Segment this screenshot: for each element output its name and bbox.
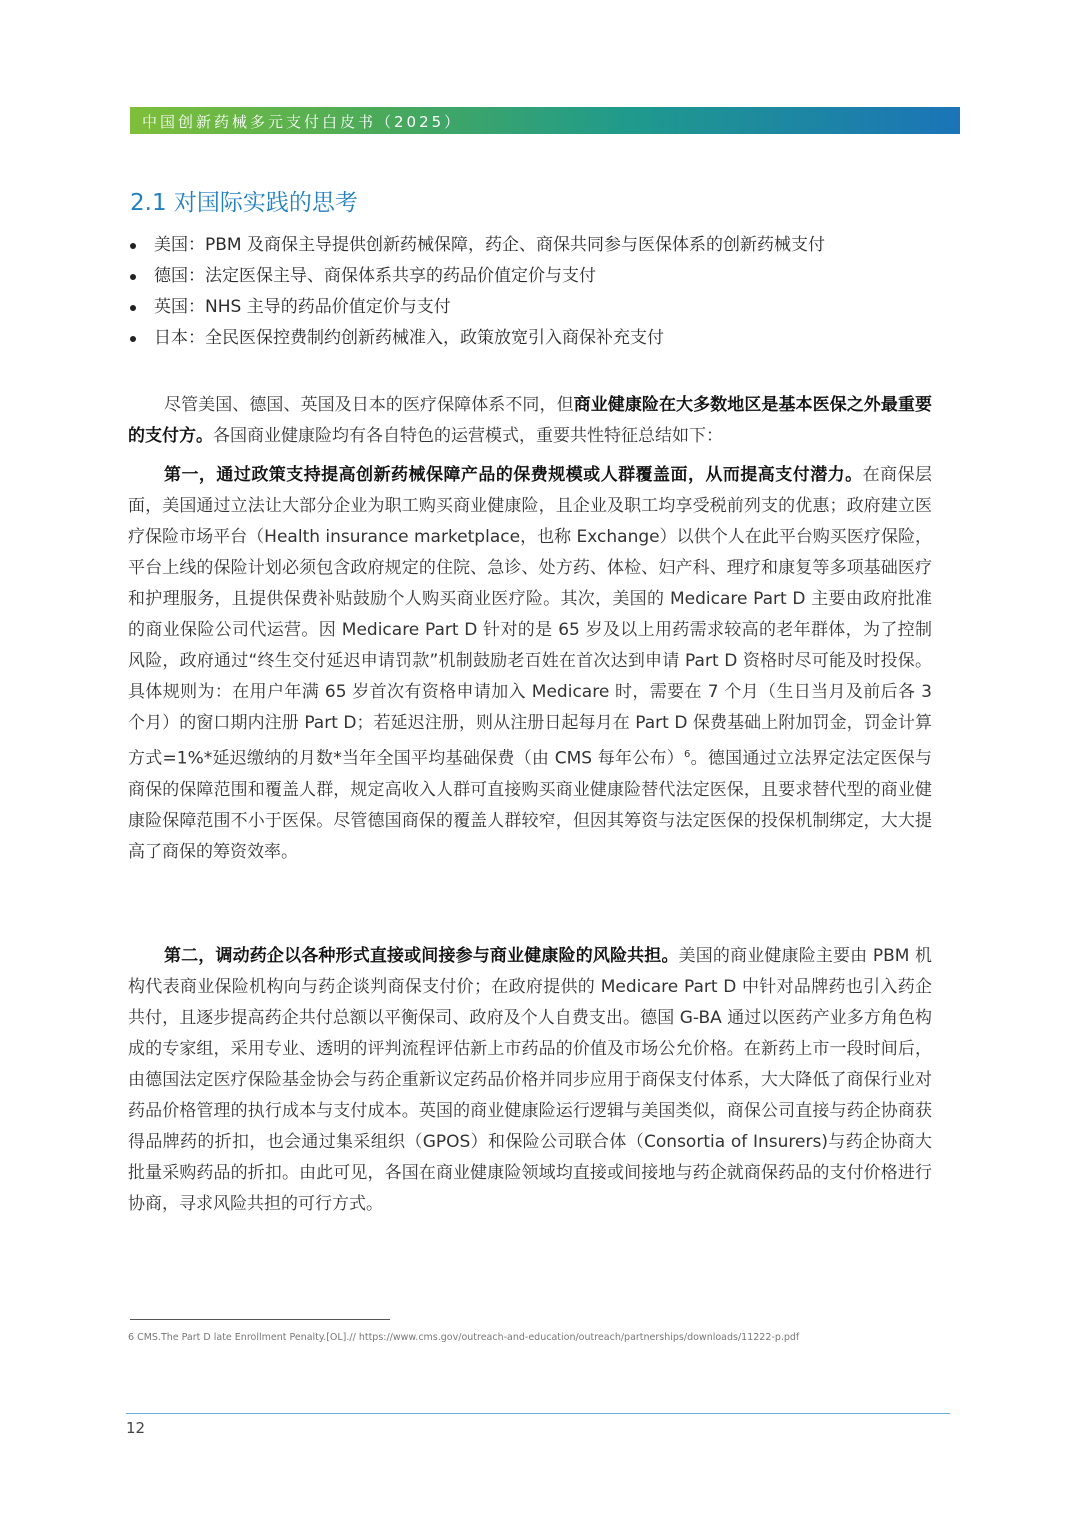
bullet-text: 英国：NHS 主导的药品价值定价与支付	[154, 297, 451, 317]
second-point-heading: 第二，调动药企以各种形式直接或间接参与商业健康险的风险共担。	[164, 946, 679, 966]
bullet-dot-icon	[130, 305, 136, 311]
footnote-divider	[130, 1319, 390, 1320]
second-point-paragraph: 第二，调动药企以各种形式直接或间接参与商业健康险的风险共担。美国的商业健康险主要由 PBM 机构代表商业保险机构向与药企谈判商保支付价；在政府提供的 Medicare Part D 中针对品牌药也引入药企共付，且逐步提高药企共付总额以平衡保司、政府及个人自费支出。德国 G-BA 通过以医药产业多方角色构成的专家组，采用专业、透明的评判流程评估新上市药品的价值及市场公允价格。在新药上市一段时间后，由德国法定医疗保险基金协会与药企重新议定药品价格并同步应用于商保支付体系，大大降低了商保行业对药品价格管理的执行成本与支付成本。英国的商业健康险运行逻辑与美国类似，商保公司直接与药企协商获得品牌药的折扣，也会通过集采组织（GPOS）和保险公司联合体（Consortia of Insurers)与药企协商大批量采购药品的折扣。由此可见，各国在商业健康险领域均直接或间接地与药企就商保药品的支付价格进行协商，寻求风险共担的可行方式。	[128, 946, 933, 1214]
bullet-text: 日本：全民医保控费制约创新药械准入，政策放宽引入商保补充支付	[154, 328, 664, 348]
header-band	[130, 107, 960, 134]
document-title: 中国创新药械多元支付白皮书（2025）	[142, 113, 463, 131]
bullet-text: 美国：PBM 及商保主导提供创新药械保障，药企、商保共同参与医保体系的创新药械支付	[154, 235, 825, 255]
bullet-dot-icon	[130, 336, 136, 342]
first-point-paragraph: 第一，通过政策支持提高创新药械保障产品的保费规模或人群覆盖面，从而提高支付潜力。在商保层面，美国通过立法让大部分企业为职工购买商业健康险，且企业及职工均享受税前列支的优惠；政府建立医疗保险市场平台（Health insurance marketplace，也称 Exchange）以供个人在此平台购买医疗保险，平台上线的保险计划必须包含政府规定的住院、急诊、处方药、体检、妇产科、理疗和康复等多项基础医疗和护理服务，且提供保费补贴鼓励个人购买商业医疗险。其次，美国的 Medicare Part D 主要由政府批准的商业保险公司代运营。因 Medicare Part D 针对的是 65 岁及以上用药需求较高的老年群体，为了控制风险，政府通过“终生交付延迟申请罚款”机制鼓励老百姓在首次达到申请 Part D 资格时尽可能及时投保。具体规则为：在用户年满 65 岁首次有资格申请加入 Medicare 时，需要在 7 个月（生日当月及前后各 3 个月）的窗口期内注册 Part D；若延迟注册，则从注册日起每月在 Part D 保费基础上附加罚金，罚金计算方式=1%*延迟缴纳的月数*当年全国平均基础保费（由 CMS 每年公布）$^6$。德国通过立法界定法定医保与商保的保障范围和覆盖人群，规定高收入人群可直接购买商业健康险替代法定医保，且要求替代型的商业健康险保障范围不小于医保。尽管德国商保的覆盖人群较窄，但因其筹资与法定医保的投保机制绑定，大大提高了商保的筹资效率。	[128, 465, 933, 862]
bullet-dot-icon	[130, 243, 136, 249]
intro-paragraph: 尽管美国、德国、英国及日本的医疗保障体系不同，但商业健康险在大多数地区是基本医保之外最重要的支付方。各国商业健康险均有各自特色的运营模式，重要共性特征总结如下：	[128, 395, 933, 446]
bullet-item-usa	[128, 230, 825, 261]
section-heading: 2.1 对国际实践的思考	[130, 190, 358, 216]
country-bullet-list	[128, 230, 825, 354]
bullet-text: 德国：法定医保主导、商保体系共享的药品价值定价与支付	[154, 266, 596, 286]
bullet-item-uk	[128, 292, 825, 323]
bullet-dot-icon	[130, 274, 136, 280]
bullet-item-japan	[128, 323, 825, 354]
footnote-text: 6 CMS.The Part D late Enrollment Penalty.[OL].// https://www.cms.gov/outreach-and-education/outreach/partnerships/downloads/11222-p.pdf	[128, 1332, 800, 1343]
footer-divider	[126, 1413, 950, 1414]
footnote-reference[interactable]: 6	[684, 749, 691, 760]
page-number: 12	[126, 1419, 146, 1437]
first-point-heading: 第一，通过政策支持提高创新药械保障产品的保费规模或人群覆盖面，从而提高支付潜力。	[164, 465, 863, 485]
bullet-item-germany	[128, 261, 825, 292]
intro-emphasis: 商业健康险在大多数地区是基本医保之外最重要的支付方。	[128, 395, 933, 446]
